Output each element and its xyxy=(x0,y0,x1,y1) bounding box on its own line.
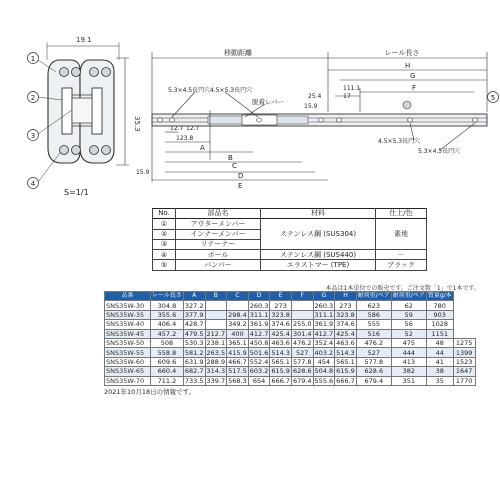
spec-row xyxy=(105,367,476,376)
spec-value-cell: 374.6 xyxy=(336,320,355,329)
spec-value-cell: 56 xyxy=(391,320,426,329)
parts-cell: － xyxy=(376,250,427,260)
svg-text:1: 1 xyxy=(30,55,36,63)
spec-value-cell: 41 xyxy=(426,357,453,366)
spec-model-cell: SNS35W-65 xyxy=(105,367,151,376)
spec-value-cell: 273 xyxy=(270,301,292,310)
spec-value-cell: 48 xyxy=(426,338,453,347)
spec-value-cell: 314.3 xyxy=(206,367,226,376)
spec-value-cell: 273 xyxy=(335,301,357,310)
spec-value-cell xyxy=(291,301,313,310)
spec-header-cell: A xyxy=(183,292,205,301)
spec-value-cell: 565.1 xyxy=(336,357,355,366)
spec-value-cell: 44 xyxy=(426,348,453,357)
parts-cell: バンパー xyxy=(176,260,261,270)
spec-model-cell: SNS35W-60 xyxy=(105,357,151,366)
bumper xyxy=(403,101,411,109)
dim-12-7-a: 12.7 xyxy=(170,125,184,132)
spec-value-cell: 1770 xyxy=(453,376,475,385)
callout-5 xyxy=(488,92,499,103)
parts-cell: アウターメンバー xyxy=(176,219,261,229)
spec-value-cell: 301.4 xyxy=(292,329,312,338)
release-lever-label: 脱着レバー xyxy=(252,98,285,106)
spec-value-cell: 454 xyxy=(313,357,335,366)
spec-value-cell: 577.8 xyxy=(356,357,391,366)
spec-model-cell: SNS35W-50 xyxy=(105,338,151,347)
svg-text:2: 2 xyxy=(30,94,36,102)
spec-value-cell: 1028 xyxy=(426,320,453,329)
parts-cell: ③ xyxy=(153,239,176,249)
spec-value-cell: 1275 xyxy=(453,338,475,347)
spec-value-cell: 238.1 xyxy=(206,339,226,348)
spec-value-cell: 52 xyxy=(391,329,426,338)
spec-value-cell: 1523 xyxy=(453,357,475,366)
info-date-note: 2021年10月18日の情報です。 xyxy=(104,388,196,396)
spec-value-cell: 361.9 xyxy=(314,320,334,329)
spec-value-cell: 475 xyxy=(391,338,426,347)
dim-B: B xyxy=(228,154,233,162)
spec-value-cell: 323.8 xyxy=(336,310,355,319)
spec-value-cell: 444 xyxy=(391,348,426,357)
spec-header-cell: B xyxy=(205,292,227,301)
spec-value-cell: 552.4 xyxy=(249,357,269,366)
travel-label: 移動距離 xyxy=(224,49,252,57)
side-view xyxy=(152,52,487,182)
spec-value-cell: 415.9 xyxy=(228,348,247,357)
spec-value-cell: 666.7 xyxy=(271,376,290,385)
spec-value-cell: 374.6 xyxy=(271,320,290,329)
slot-label-3: 4.5×5.3長円穴 xyxy=(378,138,421,145)
spec-value-cell xyxy=(205,301,227,310)
spec-header-cell: D xyxy=(248,292,270,301)
spec-value-cell: 609.6 xyxy=(151,357,184,366)
spec-value-cell: 406.4 xyxy=(151,320,184,329)
spec-value-cell: 263.5 xyxy=(206,348,226,357)
spec-value-cell: 260.3 xyxy=(249,301,269,310)
parts-cell: ⑤ xyxy=(153,260,176,270)
parts-header-finish: 仕上/色 xyxy=(376,209,427,219)
spec-model-cell: SNS35W-55 xyxy=(105,348,151,357)
spec-value-cell: 212.7 xyxy=(206,329,226,338)
parts-row xyxy=(153,250,427,260)
parts-header-row xyxy=(153,209,427,219)
spec-model-cell: SNS35W-35 xyxy=(105,310,151,319)
spec-header-cell: 質量g/本 xyxy=(427,292,452,300)
spec-value-cell: 327.2 xyxy=(184,301,204,310)
spec-header-cell: E xyxy=(270,292,292,301)
spec-value-cell: 323.8 xyxy=(271,310,290,319)
spec-value-cell: 1151 xyxy=(426,329,453,338)
spec-header-cell: レール長さ xyxy=(152,292,182,300)
spec-value-cell: 603.2 xyxy=(249,367,269,376)
spec-value-cell: 517.5 xyxy=(228,367,247,376)
parts-cell: インナーメンバー xyxy=(176,229,261,239)
spec-value-cell: 581.2 xyxy=(184,348,204,357)
parts-cell: エラストマー (TPE) xyxy=(261,260,376,270)
spec-value-cell: 527 xyxy=(356,348,391,357)
spec-value-cell: 711.2 xyxy=(151,376,184,385)
parts-header-material: 材料 xyxy=(261,209,376,219)
spec-value-cell: 413 xyxy=(391,357,426,366)
parts-header-no: No. xyxy=(153,209,176,219)
spec-value-cell: 412.7 xyxy=(314,329,334,338)
dim-111-1: 111.1 xyxy=(343,85,361,92)
dim-25-4: 25.4 xyxy=(308,93,322,100)
parts-cell: リテーナー xyxy=(176,239,261,249)
spec-value-cell: 35 xyxy=(426,376,453,385)
spec-value-cell: 298.4 xyxy=(228,310,247,319)
parts-cell: ブラック xyxy=(376,260,427,270)
spec-value-cell: 568.3 xyxy=(228,376,247,385)
sales-unit-note: 本品は1本単位での販売です。ご注文数「1」で1本です。 xyxy=(325,285,480,292)
spec-header-cell: C xyxy=(227,292,249,301)
spec-value-cell: 504.8 xyxy=(314,367,334,376)
spec-value-cell: 425.4 xyxy=(271,329,290,338)
spec-value-cell: 428.7 xyxy=(184,320,204,329)
spec-row xyxy=(105,301,476,310)
dim-E: E xyxy=(238,182,243,190)
parts-cell: ④ xyxy=(153,250,176,260)
spec-value-cell: 615.9 xyxy=(271,367,290,376)
spec-model-cell: SNS35W-30 xyxy=(105,301,151,310)
dim-17: 17 xyxy=(343,93,351,100)
spec-value-cell: 457.2 xyxy=(151,329,184,338)
spec-value-cell xyxy=(205,310,227,319)
spec-header-cell: G xyxy=(313,292,335,301)
spec-model-cell: SNS35W-45 xyxy=(105,329,151,338)
spec-value-cell: 466.7 xyxy=(228,357,247,366)
spec-value-cell: 412.7 xyxy=(249,329,269,338)
slot-label-2: 4.5×5.3長円穴 xyxy=(210,87,253,94)
spec-row xyxy=(105,348,476,357)
spec-value-cell: 623 xyxy=(356,301,391,310)
spec-value-cell: 903 xyxy=(426,310,453,319)
spec-value-cell: 660.4 xyxy=(151,367,184,376)
spec-value-cell: 516 xyxy=(356,329,391,338)
svg-text:4: 4 xyxy=(30,180,36,188)
parts-row xyxy=(153,260,427,270)
spec-value-cell: 260.3 xyxy=(314,301,334,310)
parts-row xyxy=(153,219,427,229)
dim-123-8: 123.8 xyxy=(176,135,194,142)
spec-value-cell: 400 xyxy=(227,329,249,338)
spec-value-cell: 780 xyxy=(426,301,453,310)
spec-value-cell: 679.4 xyxy=(356,376,391,385)
parts-cell: 素地 xyxy=(376,219,427,250)
spec-value-cell: 558.8 xyxy=(151,348,184,357)
dim-C: C xyxy=(232,162,237,170)
parts-cell: ステンレス鋼 (SUS304) xyxy=(261,219,376,250)
spec-value-cell: 476.2 xyxy=(292,339,312,348)
spec-header-cell: H xyxy=(335,292,357,301)
spec-value-cell: 530.3 xyxy=(184,339,204,348)
width-dimension: 19.1 xyxy=(76,36,92,44)
spec-value-cell: 288.9 xyxy=(206,357,226,366)
parts-cell: ② xyxy=(153,229,176,239)
dim-H: H xyxy=(405,62,411,70)
spec-value-cell: 501.6 xyxy=(249,348,269,357)
spec-value-cell xyxy=(205,320,227,329)
spec-value-cell: 527 xyxy=(291,348,313,357)
callout-1 xyxy=(28,53,39,64)
spec-value-cell: 62 xyxy=(391,301,426,310)
spec-value-cell: 382 xyxy=(391,367,426,376)
spec-model-cell: SNS35W-70 xyxy=(105,376,151,385)
rail-length-label: レール長さ xyxy=(384,49,420,57)
parts-cell: ステンレス鋼 (SUS440) xyxy=(261,250,376,260)
height-dimension: 35.3 xyxy=(133,116,141,132)
spec-row xyxy=(105,357,476,366)
spec-row xyxy=(105,310,476,319)
dim-A: A xyxy=(200,144,205,152)
spec-value-cell: 555 xyxy=(356,320,391,329)
dim-15-9-b: 15.9 xyxy=(136,169,150,176)
svg-text:5: 5 xyxy=(490,94,496,102)
spec-value-cell: 476.2 xyxy=(356,338,391,347)
spec-value-cell: 682.7 xyxy=(184,367,204,376)
spec-value-cell: 403.2 xyxy=(314,348,334,357)
spec-value-cell: 654 xyxy=(248,376,270,385)
spec-value-cell: 311.1 xyxy=(249,310,269,319)
spec-value-cell: 311.1 xyxy=(314,310,334,319)
parts-cell: ボール xyxy=(176,250,261,260)
spec-value-cell: 349.2 xyxy=(228,320,247,329)
spec-value-cell: 514.3 xyxy=(271,348,290,357)
spec-value-cell: 1647 xyxy=(453,367,475,376)
spec-value-cell: 628.6 xyxy=(292,367,312,376)
spec-header-row xyxy=(105,292,476,301)
spec-table xyxy=(104,291,476,386)
spec-value-cell: 377.9 xyxy=(184,310,204,319)
spec-value-cell: 304.8 xyxy=(151,301,184,310)
spec-value-cell: 361.9 xyxy=(249,320,269,329)
spec-value-cell: 565.1 xyxy=(271,357,290,366)
cross-section-view xyxy=(38,42,129,182)
slot-label-4: 5.3×4.5長円穴 xyxy=(418,148,461,155)
spec-value-cell: 463.6 xyxy=(271,339,290,348)
spec-value-cell: 352.4 xyxy=(314,339,334,348)
spec-value-cell: 679.4 xyxy=(292,376,312,385)
parts-header-name: 部品名 xyxy=(176,209,261,219)
spec-model-cell: SNS35W-40 xyxy=(105,320,151,329)
spec-header-cell: 耐荷重/ペア xyxy=(392,292,425,300)
spec-value-cell: 59 xyxy=(391,310,426,319)
spec-value-cell: 450.8 xyxy=(249,339,269,348)
spec-value-cell: 355.6 xyxy=(151,310,184,319)
svg-text:3: 3 xyxy=(30,132,36,140)
dim-G: G xyxy=(410,72,416,80)
spec-value-cell: 255.0 xyxy=(292,320,312,329)
spec-value-cell: 514.3 xyxy=(336,348,355,357)
spec-value-cell: 1399 xyxy=(453,348,475,357)
dim-F: F xyxy=(412,84,417,92)
spec-header-cell: F xyxy=(291,292,313,301)
spec-value-cell: 628.6 xyxy=(356,367,391,376)
spec-value-cell: 577.8 xyxy=(292,357,312,366)
callout-2 xyxy=(28,92,39,103)
spec-header-cell: 品番 xyxy=(105,292,151,301)
callout-4 xyxy=(28,178,39,189)
spec-value-cell xyxy=(227,301,249,310)
parts-table xyxy=(152,208,427,271)
spec-row xyxy=(105,320,476,329)
spec-value-cell: 463.6 xyxy=(336,339,355,348)
spec-value-cell: 38 xyxy=(426,367,453,376)
spec-value-cell: 365.1 xyxy=(228,339,247,348)
spec-row xyxy=(105,329,476,338)
technical-drawing xyxy=(0,0,500,205)
spec-value-cell: 555.6 xyxy=(314,376,334,385)
dim-12-7-b: 12.7 xyxy=(186,125,200,132)
spec-value-cell: 351 xyxy=(391,376,426,385)
spec-value-cell: 586 xyxy=(356,310,391,319)
spec-value-cell: 631.9 xyxy=(184,357,204,366)
spec-header-cell: 耐荷重/ペア xyxy=(357,292,390,300)
scale-label: S=1/1 xyxy=(64,188,89,197)
spec-value-cell: 615.9 xyxy=(336,367,355,376)
dim-D: D xyxy=(238,172,244,180)
spec-row xyxy=(105,338,476,347)
spec-value-cell: 508 xyxy=(151,338,184,347)
spec-value-cell: 733.5 xyxy=(184,376,204,385)
slot-label-1: 5.3×4.5長円穴 xyxy=(168,87,211,94)
spec-value-cell: 425.4 xyxy=(336,329,355,338)
dim-15-9-a: 15.9 xyxy=(304,103,318,110)
callout-3 xyxy=(28,130,39,141)
spec-value-cell: 479.5 xyxy=(184,329,204,338)
spec-value-cell xyxy=(291,310,313,319)
spec-value-cell: 339.7 xyxy=(206,376,226,385)
spec-row xyxy=(105,376,476,385)
spec-value-cell: 666.7 xyxy=(336,376,355,385)
parts-cell: ① xyxy=(153,219,176,229)
